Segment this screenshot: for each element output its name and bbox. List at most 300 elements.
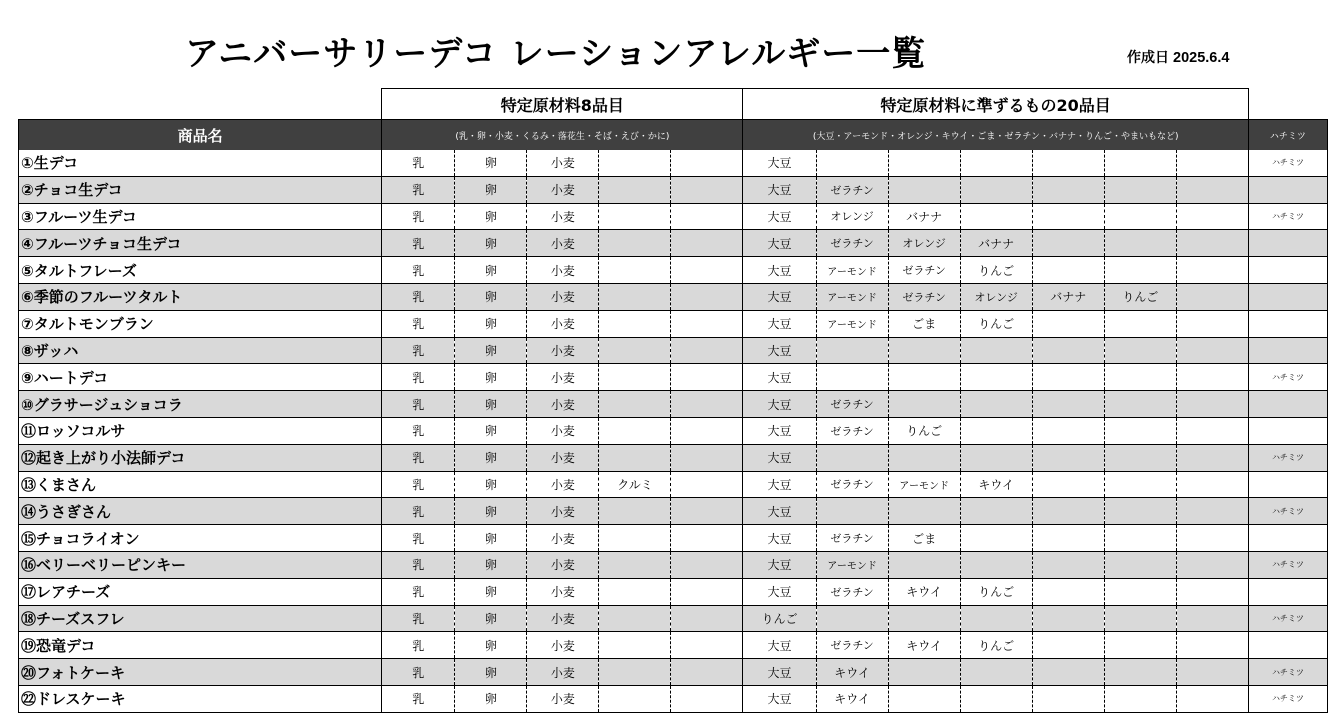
table-row: [19, 230, 1328, 257]
allergen-cell: 大豆: [743, 230, 816, 257]
allergen-cell: 乳: [382, 391, 455, 418]
allergen-cell: [1104, 257, 1176, 284]
allergen-cell: [888, 364, 960, 391]
honey-cell: [1248, 578, 1327, 605]
allergen-cell: りんご: [960, 578, 1032, 605]
product-name-header: 商品名: [19, 120, 382, 151]
product-name: ⑫起き上がり小法師デコ: [19, 444, 382, 471]
allergen-cell: [888, 498, 960, 525]
allergen-cell: 卵: [455, 364, 527, 391]
allergen-cell: 大豆: [743, 176, 816, 203]
allergen-cell: [1176, 283, 1248, 310]
allergen-cell: 小麦: [527, 203, 599, 230]
allergen-cell: [960, 685, 1032, 712]
allergen-cell: 小麦: [527, 659, 599, 686]
allergen-cell: [1032, 632, 1104, 659]
equiv20-subheader: (大豆・アーモンド・オレンジ・キウイ・ごま・ゼラチン・バナナ・りんご・やまいもなど): [743, 120, 1248, 151]
allergen-cell: [1104, 176, 1176, 203]
allergen-cell: [960, 337, 1032, 364]
allergen-cell: 小麦: [527, 310, 599, 337]
allergen-cell: クルミ: [599, 471, 671, 498]
allergen-cell: [599, 444, 671, 471]
allergen-cell: 小麦: [527, 150, 599, 176]
allergen-cell: [599, 391, 671, 418]
honey-cell: ハチミツ: [1248, 203, 1327, 230]
allergen-cell: [671, 337, 743, 364]
table-row: [19, 283, 1328, 310]
allergen-cell: ゼラチン: [888, 283, 960, 310]
allergen-cell: [671, 551, 743, 578]
honey-cell: [1248, 337, 1327, 364]
allergen-cell: [671, 578, 743, 605]
allergen-cell: 小麦: [527, 176, 599, 203]
allergen-cell: [960, 364, 1032, 391]
allergen-cell: りんご: [1104, 283, 1176, 310]
allergen-cell: ゼラチン: [816, 176, 888, 203]
allergen-cell: [1104, 150, 1176, 176]
table-row: [19, 444, 1328, 471]
allergen-cell: [599, 578, 671, 605]
allergen-cell: [1032, 391, 1104, 418]
table-row: [19, 337, 1328, 364]
allergen-cell: アーモンド: [816, 283, 888, 310]
allergen-cell: 大豆: [743, 310, 816, 337]
allergen-cell: [671, 605, 743, 632]
allergen-cell: 卵: [455, 337, 527, 364]
allergen-cell: 大豆: [743, 659, 816, 686]
allergen-cell: 大豆: [743, 203, 816, 230]
allergen-cell: 小麦: [527, 578, 599, 605]
allergen-cell: オレンジ: [816, 203, 888, 230]
product-name: ⑤タルトフレーズ: [19, 257, 382, 284]
allergen-cell: 小麦: [527, 364, 599, 391]
allergen-cell: 乳: [382, 605, 455, 632]
allergen-cell: [599, 417, 671, 444]
product-name: ⑳フォトケーキ: [19, 659, 382, 686]
allergen-cell: アーモンド: [816, 551, 888, 578]
allergen-cell: 卵: [455, 417, 527, 444]
allergen-cell: 乳: [382, 283, 455, 310]
product-name: ⑬くまさん: [19, 471, 382, 498]
allergen-cell: 乳: [382, 257, 455, 284]
allergen-cell: [1104, 444, 1176, 471]
allergen-cell: アーモンド: [816, 257, 888, 284]
allergen-cell: [816, 444, 888, 471]
allergen-cell: [1104, 364, 1176, 391]
allergen-cell: [1176, 230, 1248, 257]
honey-cell: [1248, 417, 1327, 444]
allergen-cell: [1032, 525, 1104, 552]
allergen-cell: 小麦: [527, 337, 599, 364]
honey-header: ハチミツ: [1248, 120, 1327, 151]
allergen-cell: 大豆: [743, 283, 816, 310]
allergen-cell: [599, 230, 671, 257]
product-name: ⑮チョコライオン: [19, 525, 382, 552]
allergen-cell: [599, 498, 671, 525]
allergen-cell: [888, 605, 960, 632]
allergen-cell: [1176, 391, 1248, 418]
allergen-cell: ゼラチン: [816, 632, 888, 659]
allergen-cell: [1032, 364, 1104, 391]
allergen-cell: [1104, 632, 1176, 659]
allergen-cell: 大豆: [743, 498, 816, 525]
allergen-cell: 大豆: [743, 444, 816, 471]
allergen-cell: オレンジ: [888, 230, 960, 257]
honey-cell: [1248, 391, 1327, 418]
allergen-cell: [888, 444, 960, 471]
allergen-cell: [1104, 551, 1176, 578]
allergen-cell: りんご: [743, 605, 816, 632]
allergen-cell: [1176, 605, 1248, 632]
allergen-cell: [960, 417, 1032, 444]
allergen-cell: 卵: [455, 150, 527, 176]
allergen-cell: [816, 150, 888, 176]
allergen-cell: [1176, 150, 1248, 176]
allergen-cell: キウイ: [888, 632, 960, 659]
allergen-cell: [599, 605, 671, 632]
allergen-cell: 大豆: [743, 525, 816, 552]
table-row: [19, 578, 1328, 605]
allergen-cell: [1176, 337, 1248, 364]
allergen-cell: りんご: [960, 257, 1032, 284]
allergen-cell: 小麦: [527, 471, 599, 498]
allergen-cell: [671, 525, 743, 552]
allergen-cell: 乳: [382, 444, 455, 471]
allergen-cell: 乳: [382, 685, 455, 712]
allergen-cell: 乳: [382, 632, 455, 659]
honey-cell: [1248, 176, 1327, 203]
allergen-cell: りんご: [960, 632, 1032, 659]
allergen-cell: 卵: [455, 257, 527, 284]
table-row: [19, 391, 1328, 418]
allergy-table: [18, 88, 1328, 713]
allergen-cell: キウイ: [816, 659, 888, 686]
allergen-cell: 乳: [382, 203, 455, 230]
allergen-cell: 小麦: [527, 444, 599, 471]
allergen-cell: [816, 337, 888, 364]
allergen-cell: アーモンド: [888, 471, 960, 498]
allergen-cell: 乳: [382, 659, 455, 686]
allergen-cell: [1176, 525, 1248, 552]
allergen-cell: 卵: [455, 310, 527, 337]
honey-cell: [1248, 257, 1327, 284]
honey-cell: ハチミツ: [1248, 498, 1327, 525]
allergen-cell: 乳: [382, 471, 455, 498]
allergen-cell: [1032, 605, 1104, 632]
allergen-cell: 小麦: [527, 632, 599, 659]
product-name: ⑧ザッハ: [19, 337, 382, 364]
allergen-cell: [1176, 364, 1248, 391]
allergen-cell: [1032, 444, 1104, 471]
allergen-cell: [888, 150, 960, 176]
allergen-cell: [1104, 417, 1176, 444]
allergen-cell: [1032, 578, 1104, 605]
allergen-cell: [671, 230, 743, 257]
allergen-cell: [960, 150, 1032, 176]
allergen-cell: 大豆: [743, 391, 816, 418]
product-name: ⑦タルトモンブラン: [19, 310, 382, 337]
allergen-cell: ゼラチン: [888, 257, 960, 284]
allergen-cell: 大豆: [743, 578, 816, 605]
allergen-cell: 大豆: [743, 150, 816, 176]
allergen-cell: バナナ: [960, 230, 1032, 257]
allergen-cell: 小麦: [527, 498, 599, 525]
allergen-cell: 小麦: [527, 685, 599, 712]
allergen-cell: ごま: [888, 525, 960, 552]
page-title: アニバーサリーデコ レーションアレルギー一覧: [185, 34, 927, 74]
allergen-cell: [1032, 150, 1104, 176]
allergen-cell: [1032, 551, 1104, 578]
allergen-cell: [599, 203, 671, 230]
allergen-cell: [1176, 498, 1248, 525]
allergen-cell: 大豆: [743, 417, 816, 444]
allergen-cell: [671, 203, 743, 230]
allergen-cell: 乳: [382, 337, 455, 364]
allergen-cell: [888, 391, 960, 418]
allergen-cell: 乳: [382, 364, 455, 391]
allergen-cell: [1104, 391, 1176, 418]
honey-cell: ハチミツ: [1248, 444, 1327, 471]
product-name: ⑩グラサージュショコラ: [19, 391, 382, 418]
allergen-cell: [671, 498, 743, 525]
allergen-cell: 小麦: [527, 391, 599, 418]
allergen-cell: [960, 203, 1032, 230]
allergen-cell: [960, 444, 1032, 471]
allergen-cell: 卵: [455, 605, 527, 632]
allergen-cell: バナナ: [888, 203, 960, 230]
allergen-cell: 小麦: [527, 257, 599, 284]
allergen-cell: [671, 364, 743, 391]
honey-cell: ハチミツ: [1248, 605, 1327, 632]
allergen-cell: 小麦: [527, 283, 599, 310]
allergen-cell: [1104, 578, 1176, 605]
allergen-cell: [1176, 685, 1248, 712]
allergen-cell: [1032, 310, 1104, 337]
allergen-cell: [1176, 659, 1248, 686]
product-name: ①生デコ: [19, 150, 382, 176]
allergen-cell: [671, 417, 743, 444]
product-name: ⑨ハートデコ: [19, 364, 382, 391]
allergen-cell: 卵: [455, 685, 527, 712]
allergen-cell: [671, 150, 743, 176]
allergen-cell: 卵: [455, 578, 527, 605]
allergen-cell: ゼラチン: [816, 417, 888, 444]
allergen-cell: [1032, 498, 1104, 525]
created-date: [1127, 47, 1229, 67]
allergen-cell: [960, 498, 1032, 525]
table-row: [19, 471, 1328, 498]
product-name: ⑱チーズスフレ: [19, 605, 382, 632]
product-name: ⑪ロッソコルサ: [19, 417, 382, 444]
allergen-cell: [599, 551, 671, 578]
allergen-cell: [1176, 551, 1248, 578]
allergen-cell: ゼラチン: [816, 230, 888, 257]
allergen-cell: 卵: [455, 283, 527, 310]
allergen-cell: [1176, 417, 1248, 444]
product-name: ⑯ベリーベリーピンキー: [19, 551, 382, 578]
allergen-cell: 卵: [455, 444, 527, 471]
allergen-cell: 卵: [455, 551, 527, 578]
allergen-cell: [1176, 203, 1248, 230]
allergen-cell: 乳: [382, 310, 455, 337]
allergen-cell: [888, 551, 960, 578]
product-name: ④フルーツチョコ生デコ: [19, 230, 382, 257]
allergen-cell: [960, 605, 1032, 632]
specific8-subheader: (乳・卵・小麦・くるみ・落花生・そば・えび・かに): [382, 120, 743, 151]
allergen-cell: キウイ: [888, 578, 960, 605]
honey-cell: [1248, 283, 1327, 310]
allergen-cell: [671, 257, 743, 284]
allergen-cell: [1104, 525, 1176, 552]
allergen-cell: 乳: [382, 498, 455, 525]
allergen-cell: [599, 525, 671, 552]
specific8-group-header: 特定原材料8品目: [382, 89, 743, 120]
allergen-cell: [1176, 176, 1248, 203]
allergen-cell: 卵: [455, 659, 527, 686]
honey-cell: [1248, 525, 1327, 552]
allergen-cell: 卵: [455, 176, 527, 203]
allergen-cell: [671, 659, 743, 686]
allergen-cell: [599, 364, 671, 391]
allergen-cell: 卵: [455, 525, 527, 552]
product-name: ⑥季節のフルーツタルト: [19, 283, 382, 310]
allergen-cell: [671, 444, 743, 471]
allergen-cell: [599, 283, 671, 310]
allergen-cell: [816, 364, 888, 391]
product-name: ㉒ドレスケーキ: [19, 685, 382, 712]
allergen-cell: [1032, 337, 1104, 364]
allergen-cell: 小麦: [527, 551, 599, 578]
allergen-cell: りんご: [888, 417, 960, 444]
allergen-cell: 卵: [455, 230, 527, 257]
allergen-cell: [816, 498, 888, 525]
allergen-cell: 大豆: [743, 257, 816, 284]
allergen-cell: [599, 632, 671, 659]
table-row: [19, 498, 1328, 525]
allergen-cell: [1104, 498, 1176, 525]
allergen-cell: 乳: [382, 150, 455, 176]
allergen-cell: [888, 337, 960, 364]
allergen-cell: [671, 471, 743, 498]
allergen-cell: [599, 310, 671, 337]
table-row: [19, 364, 1328, 391]
allergen-cell: [1104, 685, 1176, 712]
allergen-cell: [1032, 203, 1104, 230]
allergen-cell: [888, 685, 960, 712]
table-row: [19, 632, 1328, 659]
allergen-cell: [1104, 471, 1176, 498]
honey-cell: ハチミツ: [1248, 659, 1327, 686]
allergen-cell: [1176, 310, 1248, 337]
table-row: [19, 257, 1328, 284]
allergen-cell: [599, 176, 671, 203]
allergen-cell: [1032, 417, 1104, 444]
allergen-cell: 卵: [455, 632, 527, 659]
allergen-cell: [1032, 685, 1104, 712]
table-row: [19, 417, 1328, 444]
allergen-cell: 乳: [382, 525, 455, 552]
allergen-cell: 大豆: [743, 551, 816, 578]
allergen-cell: [960, 176, 1032, 203]
allergen-cell: [960, 391, 1032, 418]
created-label: 作成日: [1127, 50, 1169, 66]
table-row: [19, 605, 1328, 632]
allergen-cell: [1104, 310, 1176, 337]
equiv20-group-header: 特定原材料に準ずるもの20品目: [743, 89, 1248, 120]
allergen-cell: 乳: [382, 551, 455, 578]
allergen-cell: [1176, 578, 1248, 605]
allergen-cell: 卵: [455, 471, 527, 498]
allergen-cell: 小麦: [527, 417, 599, 444]
allergen-cell: 大豆: [743, 471, 816, 498]
honey-cell: ハチミツ: [1248, 364, 1327, 391]
table-row: [19, 685, 1328, 712]
allergen-cell: 卵: [455, 203, 527, 230]
product-name: ⑰レアチーズ: [19, 578, 382, 605]
product-name: ⑲恐竜デコ: [19, 632, 382, 659]
allergen-cell: [960, 659, 1032, 686]
allergen-cell: 小麦: [527, 230, 599, 257]
allergen-cell: [671, 685, 743, 712]
allergen-cell: ゼラチン: [816, 525, 888, 552]
honey-cell: [1248, 632, 1327, 659]
honey-cell: ハチミツ: [1248, 551, 1327, 578]
allergen-cell: [671, 176, 743, 203]
allergen-cell: [1176, 471, 1248, 498]
honey-cell: [1248, 471, 1327, 498]
honey-cell: [1248, 230, 1327, 257]
allergen-cell: [888, 176, 960, 203]
allergen-cell: キウイ: [816, 685, 888, 712]
allergen-cell: オレンジ: [960, 283, 1032, 310]
allergen-cell: [1104, 230, 1176, 257]
allergen-cell: りんご: [960, 310, 1032, 337]
product-name: ②チョコ生デコ: [19, 176, 382, 203]
allergen-cell: [1104, 203, 1176, 230]
allergen-cell: [1176, 257, 1248, 284]
allergen-cell: ゼラチン: [816, 578, 888, 605]
allergen-cell: [671, 310, 743, 337]
allergen-cell: [599, 659, 671, 686]
honey-cell: [1248, 310, 1327, 337]
table-row: [19, 203, 1328, 230]
allergen-cell: 小麦: [527, 525, 599, 552]
allergen-cell: [1032, 176, 1104, 203]
allergen-cell: 乳: [382, 417, 455, 444]
product-name: ⑭うさぎさん: [19, 498, 382, 525]
table-row: [19, 176, 1328, 203]
allergen-cell: ゼラチン: [816, 471, 888, 498]
allergen-cell: [816, 605, 888, 632]
allergen-cell: [599, 150, 671, 176]
allergen-cell: [1032, 659, 1104, 686]
allergen-cell: キウイ: [960, 471, 1032, 498]
allergen-cell: [671, 632, 743, 659]
allergen-cell: ゼラチン: [816, 391, 888, 418]
allergen-cell: [599, 257, 671, 284]
allergen-cell: [960, 525, 1032, 552]
table-row: [19, 310, 1328, 337]
table-row: [19, 659, 1328, 686]
allergen-cell: 乳: [382, 176, 455, 203]
allergen-cell: [888, 659, 960, 686]
allergen-cell: 大豆: [743, 364, 816, 391]
table-row: [19, 150, 1328, 176]
honey-cell: ハチミツ: [1248, 150, 1327, 176]
allergen-cell: 大豆: [743, 685, 816, 712]
allergen-cell: [1176, 444, 1248, 471]
table-row: [19, 525, 1328, 552]
